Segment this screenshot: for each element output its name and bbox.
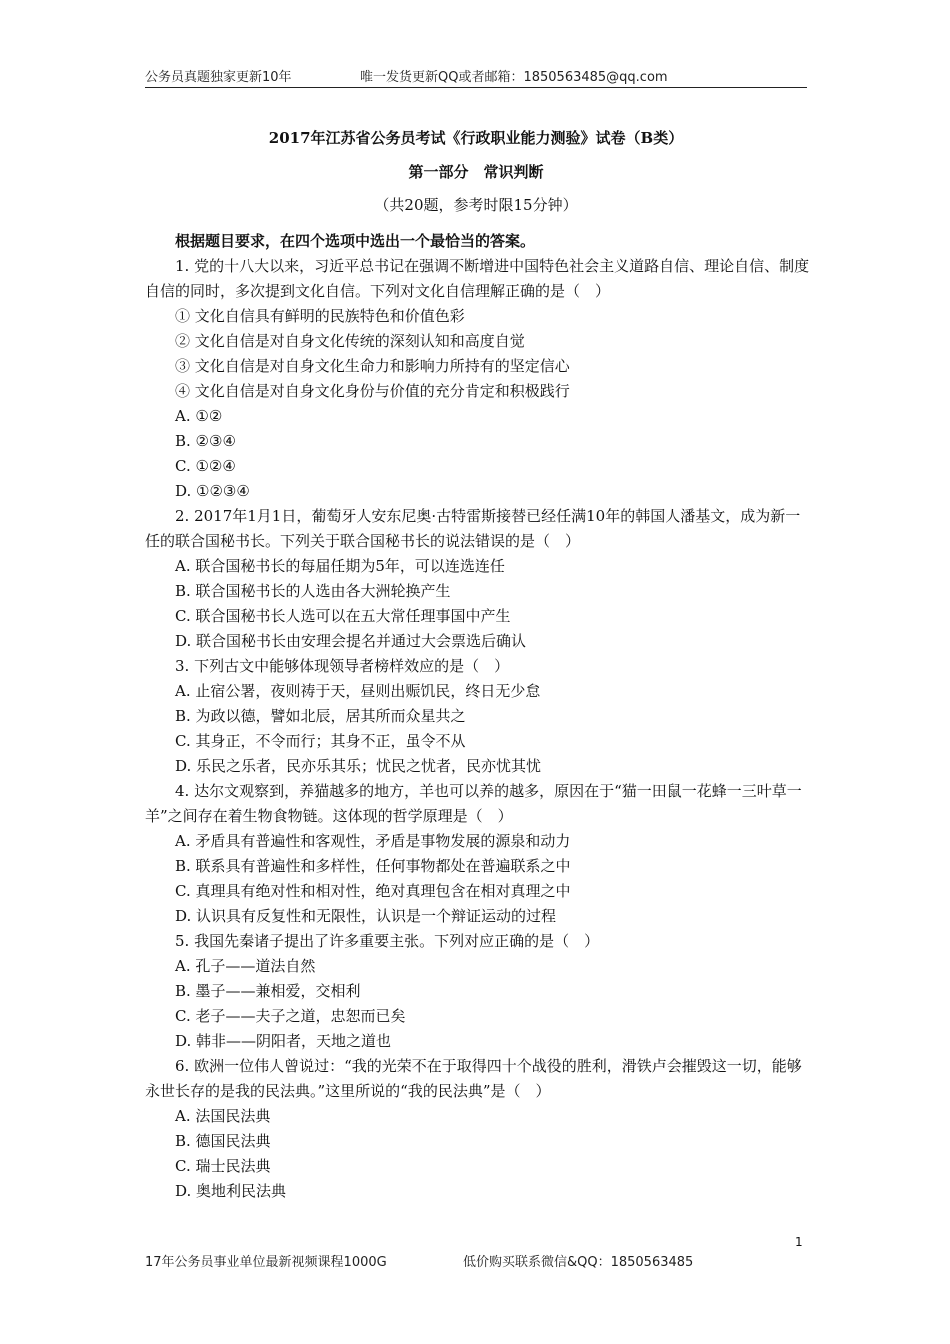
q5-option-c: C. 老子——夫子之道，忠恕而已矣: [175, 1007, 406, 1025]
q2-option-c: C. 联合国秘书长人选可以在五大常任理事国中产生: [175, 607, 511, 625]
q6-option-c: C. 瑞士民法典: [175, 1157, 271, 1175]
q1-option-c: C. ①②④: [175, 457, 236, 475]
q3-option-b: B. 为政以德，譬如北辰，居其所而众星共之: [175, 707, 466, 725]
question-2-stem: 2. 2017年1月1日，葡萄牙人安东尼奥·古特雷斯接替已经任满10年的韩国人潘基文，成为新一任的联合国秘书长。下列关于联合国秘书长的说法错误的是（ ）: [145, 507, 801, 550]
q6-option-d: D. 奥地利民法典: [175, 1182, 287, 1200]
header-left-text: 公务员真题独家更新10年: [145, 70, 292, 85]
exam-title: 2017年江苏省公务员考试《行政职业能力测验》试卷（B类）: [268, 129, 684, 147]
q4-option-d: D. 认识具有反复性和无限性，认识是一个辩证运动的过程: [175, 907, 557, 925]
question-1-stem: 1. 党的十八大以来，习近平总书记在强调不断增进中国特色社会主义道路自信、理论自信、制度自信的同时，多次提到文化自信。下列对文化自信理解正确的是（ ）: [145, 257, 810, 300]
q1-statement-2: ② 文化自信是对自身文化传统的深刻认知和高度自觉: [175, 332, 525, 350]
q1-statement-3: ③ 文化自信是对自身文化生命力和影响力所持有的坚定信心: [175, 357, 570, 375]
page-header: [145, 64, 807, 86]
question-4-stem: 4. 达尔文观察到，养猫越多的地方，羊也可以养的越多，原因在于“猫一田鼠一花蜂一三叶草一羊”之间存在着生物食物链。这体现的哲学原理是（ ）: [145, 782, 802, 825]
q4-option-a: A. 矛盾具有普遍性和客观性，矛盾是事物发展的源泉和动力: [175, 832, 571, 850]
q1-option-d: D. ①②③④: [175, 482, 250, 500]
q2-option-a: A. 联合国秘书长的每届任期为5年，可以连选连任: [175, 557, 505, 575]
q5-option-b: B. 墨子——兼相爱，交相利: [175, 982, 361, 1000]
part-note: （共20题，参考时限15分钟）: [374, 196, 578, 214]
header-rule: [145, 87, 807, 88]
q5-option-a: A. 孔子——道法自然: [175, 957, 316, 975]
q1-option-b: B. ②③④: [175, 432, 236, 450]
q2-option-d: D. 联合国秘书长由安理会提名并通过大会票选后确认: [175, 632, 527, 650]
question-3-stem: 3. 下列古文中能够体现领导者榜样效应的是（ ）: [175, 657, 510, 675]
question-6-stem: 6. 欧洲一位伟人曾说过：“我的光荣不在于取得四十个战役的胜利，滑铁卢会摧毁这一切，能够永世长存的是我的民法典。”这里所说的“我的民法典”是（ ）: [145, 1057, 802, 1100]
q3-option-d: D. 乐民之乐者，民亦乐其乐；忧民之忧者，民亦忧其忧: [175, 757, 542, 775]
q3-option-c: C. 其身正，不令而行；其身不正，虽令不从: [175, 732, 466, 750]
question-list: [145, 229, 810, 1204]
question-5-stem: 5. 我国先秦诸子提出了许多重要主张。下列对应正确的是（ ）: [175, 932, 600, 950]
page-number: 1: [795, 1235, 803, 1249]
q6-option-b: B. 德国民法典: [175, 1132, 271, 1150]
q1-statement-4: ④ 文化自信是对自身文化身份与价值的充分肯定和积极践行: [175, 382, 570, 400]
header-right-text: 唯一发货更新QQ或者邮箱：1850563485@qq.com: [360, 70, 668, 85]
q3-option-a: A. 止宿公署，夜则祷于天，昼则出赈饥民，终日无少怠: [175, 682, 541, 700]
q1-option-a: A. ①②: [175, 407, 223, 425]
q4-option-c: C. 真理具有绝对性和相对性，绝对真理包含在相对真理之中: [175, 882, 571, 900]
footer-left-text: 17年公务员事业单位最新视频课程1000G: [145, 1255, 387, 1270]
q2-option-b: B. 联合国秘书长的人选由各大洲轮换产生: [175, 582, 451, 600]
q5-option-d: D. 韩非——阴阳者，天地之道也: [175, 1032, 392, 1050]
q6-option-a: A. 法国民法典: [175, 1107, 271, 1125]
instruction: 根据题目要求，在四个选项中选出一个最恰当的答案。: [175, 232, 536, 250]
part-title: 第一部分 常识判断: [408, 163, 544, 181]
footer-right-text: 低价购买联系微信&QQ：1850563485: [463, 1255, 694, 1270]
q4-option-b: B. 联系具有普遍性和多样性，任何事物都处在普遍联系之中: [175, 857, 571, 875]
q1-statement-1: ① 文化自信具有鲜明的民族特色和价值色彩: [175, 307, 465, 325]
